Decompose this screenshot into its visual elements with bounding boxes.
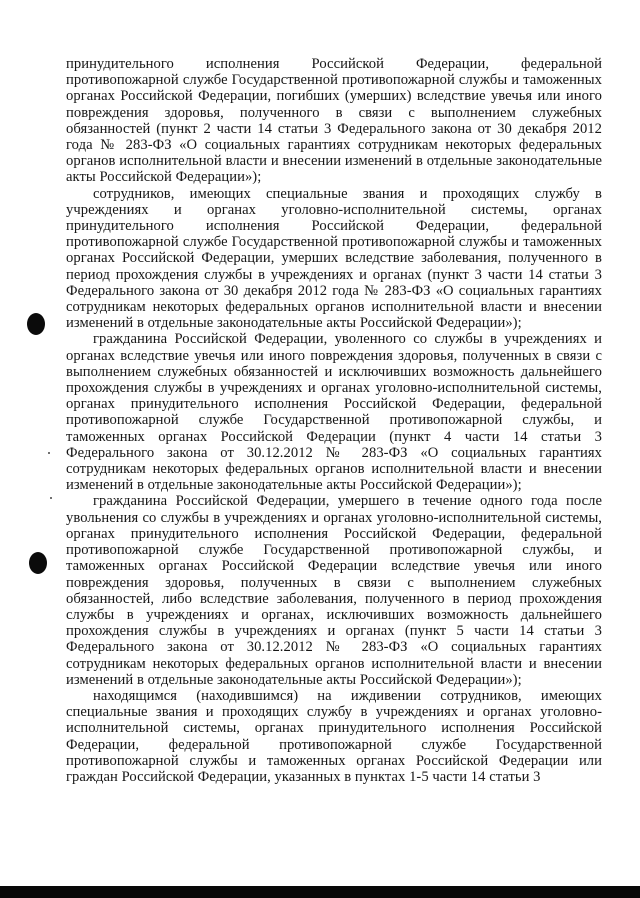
paragraph-continuation: принудительного исполнения Российской Федерации, федеральной противопожарной службе Государственной противопожарной службы и таможенных органах Российской Федерации, погибших (умерших) вследствие увечья или иного повреждения здоровья, полученного в связи с выполнением служебных обязанностей (пункт 2 части 14 статьи 3 Федерального закона от 30 декабря 2012 года № 283-ФЗ «О социальных гарантиях сотрудникам некоторых федеральных органов исполнительной власти и внесении изменений в отдельные законодательные акты Российской Федерации»); xyxy=(66,56,602,186)
scan-bottom-edge xyxy=(0,886,640,898)
paragraph-citizen-died-within-year: гражданина Российской Федерации, умершего в течение одного года после увольнения со службы в учреждениях и органах уголовно-исполнительной системы, органах принудительного исполнения Российской Федерации, федеральной противопожарной службе Государственной противопожарной службы, и таможенных органах Российской Федерации вследствие увечья или иного повреждения здоровья, полученных в связи с выполнением служебных обязанностей, либо вследствие заболевания, полученного в период прохождения службы в учреждениях и органах, исключивших возможность дальнейшего прохождения службы в учреждениях и органах (пункт 5 части 14 статьи 3 Федерального закона от 30.12.2012 № 283-ФЗ «О социальных гарантиях сотрудникам некоторых федеральных органов исполнительной власти и внесении изменений в отдельные законодательные акты Российской Федерации»); xyxy=(66,493,602,688)
paragraph-dismissed-citizen: гражданина Российской Федерации, уволенного со службы в учреждениях и органах вследствие увечья или иного повреждения здоровья, полученных в связи с выполнением служебных обязанностей и исключивших возможность дальнейшего прохождения службы в учреждениях и органах уголовно-исполнительной системы, органах принудительного исполнения Российской Федерации, федеральной противопожарной службе Государственной противопожарной службы, и таможенных органах Российской Федерации (пункт 4 части 14 статьи 3 Федерального закона от 30.12.2012 № 283-ФЗ «О социальных гарантиях сотрудникам некоторых федеральных органов исполнительной власти и внесении изменений в отдельные законодательные акты Российской Федерации»); xyxy=(66,331,602,494)
punch-hole-icon xyxy=(27,313,45,335)
document-body xyxy=(66,56,602,785)
scan-speck xyxy=(48,452,50,454)
punch-hole-icon xyxy=(29,552,47,574)
paragraph-employees-died-of-illness: сотрудников, имеющих специальные звания и проходящих службу в учреждениях и органах уголовно-исполнительной системы, органах принудительного исполнения Российской Федерации, федеральной противопожарной службе Государственной противопожарной службы и таможенных органах Российской Федерации, умерших вследствие заболевания, полученного в период прохождения службы в учреждениях и органах (пункт 3 части 14 статьи 3 Федерального закона от 30 декабря 2012 года № 283-ФЗ «О социальных гарантиях сотрудникам некоторых федеральных органов исполнительной власти и внесении изменений в отдельные законодательные акты Российской Федерации»); xyxy=(66,185,602,332)
paragraph-dependents: находящимся (находившимся) на иждивении сотрудников, имеющих специальные звания и проходящих службу в учреждениях и органах уголовно-исполнительной системы, органах принудительного исполнения Российской Федерации, федеральной противопожарной службе Государственной противопожарной службы и таможенных органах Российской Федерации или граждан Российской Федерации, указанных в пунктах 1-5 части 14 статьи 3 xyxy=(66,687,602,785)
scan-speck xyxy=(50,497,52,499)
